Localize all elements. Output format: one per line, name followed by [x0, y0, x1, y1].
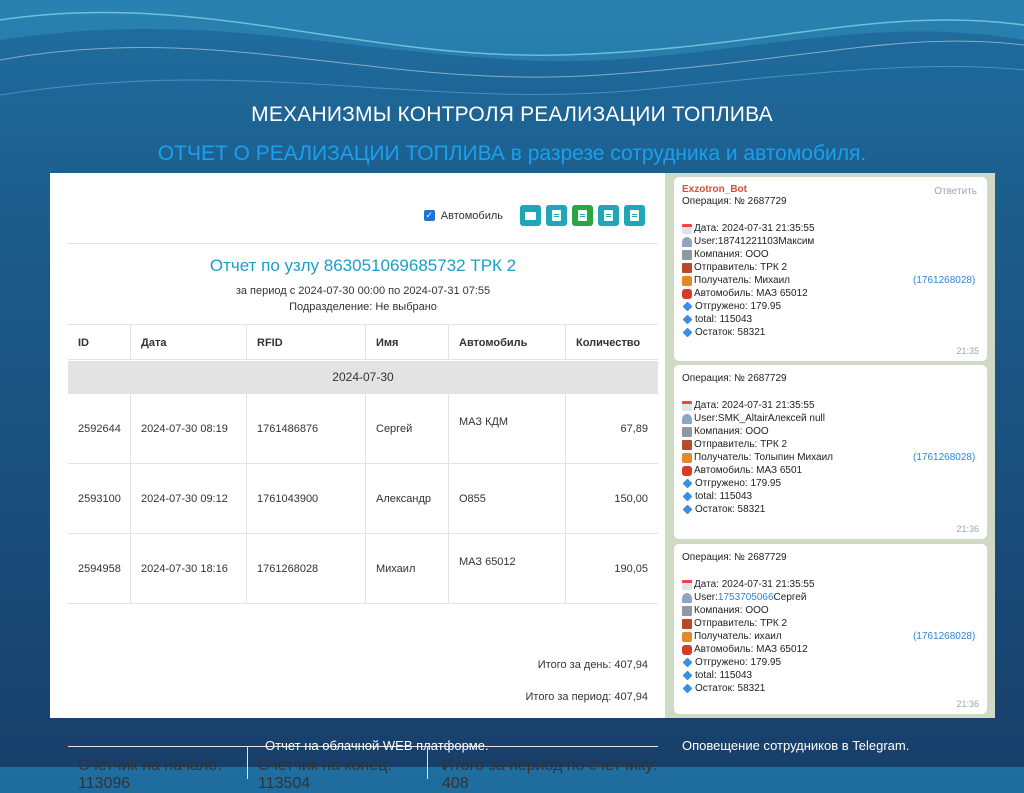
counter-end: Счетчик на конец: 113504: [248, 747, 428, 779]
diamond-icon: [683, 315, 693, 325]
table-header: [68, 324, 658, 360]
msg-company: Компания: ООО: [694, 426, 769, 437]
pdf-icon: [604, 210, 613, 221]
msg-receiver-id-link[interactable]: (1761268028): [913, 631, 976, 642]
cell-name: Сергей: [366, 394, 449, 463]
msg-operation: Операция: № 2687729: [682, 196, 787, 207]
telegram-message[interactable]: [674, 177, 987, 361]
msg-user-label: User:: [694, 236, 718, 247]
spreadsheet-icon: [578, 210, 587, 221]
msg-time: 21:35: [956, 346, 979, 356]
print-button[interactable]: [520, 205, 541, 226]
cell-quantity: 67,89: [620, 423, 648, 435]
msg-user-name: Алексей null: [767, 413, 825, 424]
msg-shipped: Отгружено: 179.95: [695, 657, 782, 668]
cell-date: 2024-07-30 08:19: [131, 394, 247, 463]
building-icon: [682, 606, 692, 616]
msg-user-value: 18741221103: [717, 236, 779, 247]
msg-operation: Операция: № 2687729: [682, 552, 787, 563]
reply-button[interactable]: Ответить: [934, 186, 977, 197]
msg-sender: Отправитель: ТРК 2: [694, 618, 788, 629]
caption-telegram: Оповещение сотрудников в Telegram.: [682, 738, 910, 753]
msg-receiver-id-link[interactable]: (1761268028): [913, 452, 976, 463]
msg-date: Дата: 2024-07-31 21:35:55: [694, 400, 815, 411]
msg-car: Автомобиль: МАЗ 65012: [694, 288, 808, 299]
msg-car: Автомобиль: МАЗ 6501: [694, 465, 803, 476]
car-icon: [682, 645, 692, 655]
export-file-button[interactable]: [624, 205, 645, 226]
msg-user-id-link[interactable]: 1753705066: [717, 592, 774, 603]
column-header-id[interactable]: ID: [68, 325, 131, 359]
decorative-waves: [0, 0, 1024, 120]
group-date-row: 2024-07-30: [68, 361, 658, 394]
car-icon: [682, 289, 692, 299]
diamond-icon: [683, 658, 693, 668]
msg-car: Автомобиль: МАЗ 65012: [694, 644, 808, 655]
diamond-icon: [683, 684, 693, 694]
msg-date: Дата: 2024-07-31 21:35:55: [694, 579, 815, 590]
msg-total: total: 115043: [695, 314, 753, 325]
cell-id: 2593100: [68, 464, 131, 533]
msg-receiver-id-link[interactable]: (1761268028): [913, 275, 976, 286]
counter-start: Счетчик на начало: 113096: [68, 747, 248, 779]
counter-total: Итого за период по счетчику: 408: [442, 757, 658, 792]
export-excel-button[interactable]: [572, 205, 593, 226]
column-header-name[interactable]: Имя: [366, 325, 449, 359]
cell-rfid: 1761043900: [247, 464, 366, 533]
column-header-rfid[interactable]: RFID: [247, 325, 366, 359]
cell-quantity: 190,05: [614, 563, 648, 575]
table-body: [68, 394, 658, 604]
msg-shipped: Отгружено: 179.95: [695, 478, 782, 489]
msg-time: 21:36: [956, 524, 979, 534]
cell-rfid: 1761268028: [247, 534, 366, 603]
msg-total: total: 115043: [695, 670, 753, 681]
diamond-icon: [683, 671, 693, 681]
column-header-car[interactable]: Автомобиль: [449, 325, 566, 359]
telegram-message[interactable]: [674, 544, 987, 714]
msg-shipped: Отгружено: 179.95: [695, 301, 782, 312]
truck-icon: [682, 453, 692, 463]
msg-company: Компания: ООО: [694, 249, 769, 260]
cell-id: 2592644: [68, 394, 131, 463]
msg-rest: Остаток: 58321: [695, 504, 766, 515]
user-icon: [682, 593, 692, 603]
msg-sender: Отправитель: ТРК 2: [694, 439, 788, 450]
cell-car: О855: [449, 464, 566, 533]
building-icon: [682, 427, 692, 437]
car-filter-checkbox[interactable]: [424, 210, 503, 222]
document-icon: [552, 210, 561, 221]
table-row[interactable]: [68, 394, 658, 464]
building-icon: [682, 250, 692, 260]
cell-name: Михаил: [366, 534, 449, 603]
cell-car: МАЗ КДМ: [449, 394, 566, 463]
msg-time: 21:36: [956, 699, 979, 709]
calendar-icon: [682, 224, 692, 234]
telegram-message[interactable]: [674, 365, 987, 539]
msg-receiver: Получатель: Толыпин Михаил: [694, 452, 833, 463]
report-subdivision: Подразделение: Не выбрано: [289, 301, 437, 313]
cell-name: Александр: [366, 464, 449, 533]
column-header-quantity[interactable]: Количество: [576, 337, 641, 349]
report-title: Отчет по узлу 863051069685732 ТРК 2: [209, 256, 517, 275]
printer-icon: [525, 212, 536, 220]
user-icon: [682, 237, 692, 247]
export-doc-button[interactable]: [546, 205, 567, 226]
checkbox-label: Автомобиль: [440, 209, 503, 222]
cell-date: 2024-07-30 18:16: [131, 534, 247, 603]
msg-operation: Операция: № 2687729: [682, 373, 787, 384]
msg-user-label: User:: [694, 413, 718, 424]
user-icon: [682, 414, 692, 424]
factory-icon: [682, 263, 692, 273]
cell-id: 2594958: [68, 534, 131, 603]
slide-subtitle: ОТЧЕТ О РЕАЛИЗАЦИИ ТОПЛИВА в разрезе сотрудника и автомобиля.: [157, 142, 867, 165]
msg-receiver: Получатель: ихаил: [694, 631, 782, 642]
calendar-icon: [682, 401, 692, 411]
checkmark-icon: ✓: [425, 210, 434, 220]
msg-rest: Остаток: 58321: [695, 683, 766, 694]
diamond-icon: [683, 302, 693, 312]
slide-title: МЕХАНИЗМЫ КОНТРОЛЯ РЕАЛИЗАЦИИ ТОПЛИВА: [251, 103, 773, 126]
calendar-icon: [682, 580, 692, 590]
msg-date: Дата: 2024-07-31 21:35:55: [694, 223, 815, 234]
column-header-date[interactable]: Дата: [131, 325, 247, 359]
cell-car: МАЗ 65012: [449, 534, 566, 603]
factory-icon: [682, 619, 692, 629]
report-toolbar: [424, 205, 645, 226]
bot-name[interactable]: Exzotron_Bot: [682, 184, 747, 195]
msg-user-name: Максим: [778, 236, 815, 247]
total-day: Итого за день: 407,94: [537, 659, 648, 671]
export-pdf-button[interactable]: [598, 205, 619, 226]
diamond-icon: [683, 328, 693, 338]
msg-receiver: Получатель: Михаил: [694, 275, 791, 286]
caption-web-platform: Отчет на облачной WEB платформе.: [265, 738, 489, 753]
diamond-icon: [683, 479, 693, 489]
msg-user-label: User:: [694, 592, 718, 603]
diamond-icon: [683, 505, 693, 515]
msg-user-value: SMK_Altair: [717, 413, 768, 424]
cell-date: 2024-07-30 09:12: [131, 464, 247, 533]
cell-quantity: 150,00: [614, 493, 648, 505]
car-icon: [682, 466, 692, 476]
total-period: Итого за период: 407,94: [525, 691, 648, 703]
diamond-icon: [683, 492, 693, 502]
msg-user-name: Сергей: [773, 592, 807, 603]
msg-company: Компания: ООО: [694, 605, 769, 616]
telegram-panel: [665, 173, 995, 718]
truck-icon: [682, 276, 692, 286]
cell-rfid: 1761486876: [247, 394, 366, 463]
report-period: за период с 2024-07-30 00:00 по 2024-07-31 07:55: [235, 285, 491, 297]
msg-total: total: 115043: [695, 491, 753, 502]
msg-sender: Отправитель: ТРК 2: [694, 262, 788, 273]
table-row[interactable]: [68, 464, 658, 534]
table-row[interactable]: [68, 534, 658, 604]
factory-icon: [682, 440, 692, 450]
truck-icon: [682, 632, 692, 642]
msg-rest: Остаток: 58321: [695, 327, 766, 338]
file-icon: [630, 210, 639, 221]
